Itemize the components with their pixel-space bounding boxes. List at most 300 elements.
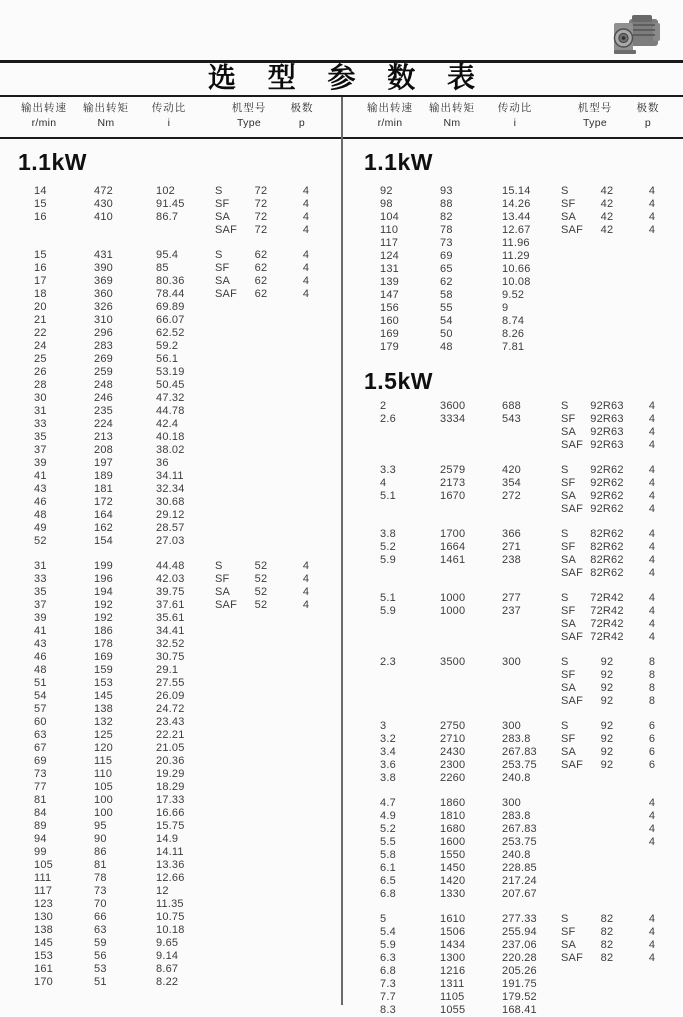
table-row <box>18 211 340 224</box>
cell-output-speed: 5.5 <box>380 836 396 848</box>
cell-output-torque: 1810 <box>440 810 466 822</box>
cell-output-speed: 156 <box>380 302 399 314</box>
cell-poles: 4 <box>302 185 310 197</box>
cell-output-torque: 51 <box>94 976 107 988</box>
cell-ratio: 300 <box>502 797 521 809</box>
cell-type-model: 82R62 <box>590 541 624 553</box>
cell-output-speed: 6.8 <box>380 888 396 900</box>
cell-poles: 4 <box>648 400 656 412</box>
cell-output-torque: 186 <box>94 625 113 637</box>
cell-output-speed: 17 <box>34 275 47 287</box>
cell-type-prefix: S <box>215 560 223 572</box>
cell-type-model: 72 <box>254 198 268 210</box>
cell-output-speed: 84 <box>34 807 47 819</box>
cell-ratio: 366 <box>502 528 521 540</box>
cell-type-model: 92R62 <box>590 503 624 515</box>
cell-ratio: 10.75 <box>156 911 185 923</box>
cell-output-speed: 37 <box>34 599 47 611</box>
cell-ratio: 32.34 <box>156 483 185 495</box>
cell-output-torque: 105 <box>94 781 113 793</box>
cell-output-torque: 3500 <box>440 656 466 668</box>
cell-type-model: 42 <box>600 224 614 236</box>
cell-output-torque: 208 <box>94 444 113 456</box>
cell-output-torque: 125 <box>94 729 113 741</box>
cell-poles: 4 <box>302 262 310 274</box>
cell-output-torque: 154 <box>94 535 113 547</box>
cell-output-speed: 94 <box>34 833 47 845</box>
table-row <box>18 963 340 976</box>
cell-ratio: 688 <box>502 400 521 412</box>
header-output-torque-unit: Nm <box>443 117 461 129</box>
cell-output-torque: 2173 <box>440 477 466 489</box>
cell-output-torque: 65 <box>440 263 453 275</box>
cell-type-prefix: S <box>561 913 569 925</box>
cell-output-speed: 117 <box>380 237 399 249</box>
cell-poles: 4 <box>648 211 656 223</box>
table-row <box>18 586 340 599</box>
cell-output-speed: 99 <box>34 846 47 858</box>
cell-output-torque: 69 <box>440 250 453 262</box>
cell-output-torque: 90 <box>94 833 107 845</box>
cell-type-model: 92 <box>600 733 614 745</box>
cell-ratio: 85 <box>156 262 169 274</box>
table-row <box>364 618 680 631</box>
cell-ratio: 11.35 <box>156 898 184 910</box>
cell-type-model: 82R62 <box>590 528 624 540</box>
cell-ratio: 543 <box>502 413 521 425</box>
table-row <box>364 426 680 439</box>
cell-output-speed: 54 <box>34 690 47 702</box>
cell-output-speed: 5.1 <box>380 490 396 502</box>
table-row <box>18 833 340 846</box>
cell-output-speed: 35 <box>34 586 47 598</box>
header-ratio-zh: 传动比 <box>497 102 533 114</box>
row-group <box>364 797 680 901</box>
cell-output-torque: 472 <box>94 185 113 197</box>
cell-output-speed: 5.9 <box>380 939 396 951</box>
header-poles <box>280 100 324 131</box>
table-row <box>18 185 340 198</box>
cell-ratio: 237.06 <box>502 939 537 951</box>
cell-output-speed: 4.7 <box>380 797 396 809</box>
table-row <box>364 836 680 849</box>
cell-type-prefix: SF <box>561 733 576 745</box>
cell-output-speed: 30 <box>34 392 47 404</box>
cell-output-speed: 60 <box>34 716 47 728</box>
cell-ratio: 220.28 <box>502 952 537 964</box>
cell-poles: 4 <box>648 224 656 236</box>
cell-ratio: 53.19 <box>156 366 185 378</box>
cell-ratio: 228.85 <box>502 862 537 874</box>
table-row <box>18 911 340 924</box>
cell-output-speed: 63 <box>34 729 47 741</box>
table-row <box>18 288 340 301</box>
table-row <box>18 885 340 898</box>
cell-type-model: 42 <box>600 211 614 223</box>
cell-output-torque: 1330 <box>440 888 466 900</box>
table-row <box>18 483 340 496</box>
cell-output-torque: 2750 <box>440 720 466 732</box>
cell-type-model: 92R62 <box>590 490 624 502</box>
table-row <box>18 781 340 794</box>
cell-type-prefix: SF <box>561 669 576 681</box>
cell-ratio: 44.78 <box>156 405 185 417</box>
cell-output-speed: 161 <box>34 963 53 975</box>
cell-output-torque: 181 <box>94 483 113 495</box>
cell-ratio: 80.36 <box>156 275 185 287</box>
table-row <box>18 625 340 638</box>
cell-type-model: 42 <box>600 198 614 210</box>
cell-output-speed: 37 <box>34 444 47 456</box>
cell-output-speed: 43 <box>34 638 47 650</box>
cell-type-model: 82R62 <box>590 554 624 566</box>
cell-type-prefix: SA <box>561 939 577 951</box>
cell-poles: 4 <box>648 528 656 540</box>
row-group <box>364 400 680 452</box>
cell-output-speed: 18 <box>34 288 47 300</box>
table-row <box>364 849 680 862</box>
cell-output-torque: 1105 <box>440 991 465 1003</box>
cell-output-torque: 1000 <box>440 605 466 617</box>
cell-poles: 4 <box>648 913 656 925</box>
table-row <box>18 664 340 677</box>
cell-type-model: 92R63 <box>590 413 624 425</box>
cell-output-torque: 1450 <box>440 862 466 874</box>
cell-output-speed: 131 <box>380 263 399 275</box>
cell-type-prefix: S <box>561 720 569 732</box>
cell-poles: 4 <box>302 586 310 598</box>
cell-type-prefix: SAF <box>561 224 583 236</box>
cell-output-speed: 98 <box>380 198 393 210</box>
cell-type-prefix: S <box>561 464 569 476</box>
cell-poles: 4 <box>302 249 310 261</box>
cell-ratio: 8.67 <box>156 963 179 975</box>
cell-output-speed: 160 <box>380 315 399 327</box>
cell-type-model: 92 <box>600 656 614 668</box>
cell-output-torque: 2260 <box>440 772 466 784</box>
table-row <box>364 211 680 224</box>
table-row <box>364 656 680 669</box>
cell-output-torque: 246 <box>94 392 113 404</box>
cell-output-speed: 15 <box>34 249 47 261</box>
cell-output-torque: 1434 <box>440 939 466 951</box>
table-row <box>18 535 340 548</box>
cell-output-speed: 3.6 <box>380 759 396 771</box>
cell-ratio: 14.26 <box>502 198 531 210</box>
cell-poles: 4 <box>648 592 656 604</box>
cell-type-prefix: SAF <box>215 599 237 611</box>
cell-output-speed: 6.1 <box>380 862 396 874</box>
table-row <box>18 496 340 509</box>
cell-type-prefix: SA <box>561 554 577 566</box>
table-row <box>364 554 680 567</box>
cell-output-torque: 93 <box>440 185 453 197</box>
cell-output-speed: 139 <box>380 276 399 288</box>
table-row <box>18 353 340 366</box>
cell-output-speed: 14 <box>34 185 47 197</box>
cell-poles: 4 <box>648 490 656 502</box>
table-row <box>364 289 680 302</box>
cell-ratio: 29.1 <box>156 664 179 676</box>
cell-poles: 4 <box>648 618 656 630</box>
cell-output-torque: 159 <box>94 664 113 676</box>
cell-poles: 4 <box>648 810 656 822</box>
cell-ratio: 34.11 <box>156 470 184 482</box>
row-group <box>364 528 680 580</box>
cell-output-torque: 58 <box>440 289 453 301</box>
cell-output-torque: 1600 <box>440 836 466 848</box>
header-output-speed-unit: r/min <box>31 117 57 129</box>
cell-poles: 4 <box>648 426 656 438</box>
table-row <box>18 522 340 535</box>
cell-output-speed: 6.5 <box>380 875 396 887</box>
cell-output-speed: 48 <box>34 664 47 676</box>
table-row <box>364 759 680 772</box>
cell-ratio: 39.75 <box>156 586 185 598</box>
cell-type-prefix: SA <box>215 275 231 287</box>
cell-poles: 4 <box>302 599 310 611</box>
table-row <box>364 682 680 695</box>
cell-type-prefix: SF <box>215 198 230 210</box>
cell-output-torque: 138 <box>94 703 113 715</box>
cell-type-model: 82 <box>600 939 614 951</box>
cell-output-speed: 104 <box>380 211 399 223</box>
cell-output-speed: 110 <box>380 224 399 236</box>
cell-ratio: 272 <box>502 490 521 502</box>
cell-output-torque: 78 <box>440 224 453 236</box>
column-divider <box>341 97 343 1005</box>
cell-type-model: 42 <box>600 185 614 197</box>
cell-output-speed: 2 <box>380 400 387 412</box>
cell-output-speed: 39 <box>34 457 47 469</box>
row-group <box>18 249 340 548</box>
cell-ratio: 240.8 <box>502 772 531 784</box>
cell-type-prefix: SF <box>561 926 576 938</box>
cell-output-torque: 310 <box>94 314 113 326</box>
cell-poles: 4 <box>302 224 310 236</box>
cell-poles: 8 <box>648 682 656 694</box>
table-header-right <box>364 100 680 136</box>
cell-output-speed: 2.6 <box>380 413 396 425</box>
cell-output-speed: 5 <box>380 913 387 925</box>
cell-ratio: 267.83 <box>502 823 537 835</box>
cell-output-torque: 1700 <box>440 528 466 540</box>
table-column-left <box>18 147 340 1001</box>
cell-poles: 4 <box>302 275 310 287</box>
cell-output-speed: 3.8 <box>380 528 396 540</box>
header-ratio <box>131 100 207 131</box>
cell-output-torque: 360 <box>94 288 113 300</box>
cell-poles: 8 <box>648 695 656 707</box>
cell-output-torque: 369 <box>94 275 113 287</box>
cell-output-torque: 2430 <box>440 746 466 758</box>
cell-output-torque: 1506 <box>440 926 466 938</box>
cell-output-speed: 3.4 <box>380 746 396 758</box>
table-row <box>18 872 340 885</box>
row-group <box>18 185 340 237</box>
cell-output-speed: 7.7 <box>380 991 396 1003</box>
cell-ratio: 36 <box>156 457 169 469</box>
cell-ratio: 47.32 <box>156 392 185 404</box>
cell-ratio: 9 <box>502 302 509 314</box>
cell-ratio: 12.67 <box>502 224 531 236</box>
cell-type-prefix: SAF <box>561 631 583 643</box>
cell-output-torque: 1300 <box>440 952 466 964</box>
table-row <box>364 400 680 413</box>
cell-type-prefix: SA <box>215 211 231 223</box>
cell-type-prefix: SA <box>561 211 577 223</box>
cell-output-torque: 2579 <box>440 464 466 476</box>
cell-type-prefix: SAF <box>561 695 583 707</box>
cell-output-speed: 16 <box>34 211 47 223</box>
cell-output-speed: 117 <box>34 885 53 897</box>
cell-output-speed: 124 <box>380 250 399 262</box>
cell-type-model: 92 <box>600 759 614 771</box>
table-row <box>364 875 680 888</box>
cell-output-speed: 3.3 <box>380 464 396 476</box>
table-row <box>18 859 340 872</box>
cell-output-torque: 431 <box>94 249 113 261</box>
cell-poles: 8 <box>648 656 656 668</box>
table-row <box>364 477 680 490</box>
table-row <box>18 470 340 483</box>
cell-output-speed: 21 <box>34 314 47 326</box>
table-row <box>364 464 680 477</box>
table-row <box>364 695 680 708</box>
cell-type-model: 52 <box>254 573 268 585</box>
cell-output-torque: 1680 <box>440 823 466 835</box>
cell-output-speed: 28 <box>34 379 47 391</box>
cell-output-torque: 248 <box>94 379 113 391</box>
table-row <box>18 755 340 768</box>
table-row <box>364 185 680 198</box>
cell-ratio: 300 <box>502 656 521 668</box>
cell-output-speed: 4.9 <box>380 810 396 822</box>
table-row <box>364 198 680 211</box>
cell-type-model: 72R42 <box>590 592 624 604</box>
table-row <box>18 807 340 820</box>
cell-ratio: 34.41 <box>156 625 185 637</box>
cell-ratio: 42.4 <box>156 418 179 430</box>
table-row <box>364 913 680 926</box>
cell-output-torque: 189 <box>94 470 113 482</box>
table-row <box>364 669 680 682</box>
cell-output-torque: 54 <box>440 315 453 327</box>
cell-type-model: 62 <box>254 275 268 287</box>
cell-output-torque: 164 <box>94 509 113 521</box>
cell-output-torque: 55 <box>440 302 453 314</box>
header-model-zh: 机型号 <box>231 102 267 114</box>
page-title: 选 型 参 数 表 <box>207 62 488 93</box>
cell-ratio: 277.33 <box>502 913 537 925</box>
cell-type-prefix: SAF <box>215 288 237 300</box>
cell-ratio: 255.94 <box>502 926 537 938</box>
cell-ratio: 42.03 <box>156 573 185 585</box>
cell-output-speed: 67 <box>34 742 47 754</box>
cell-output-speed: 33 <box>34 418 47 430</box>
table-row <box>18 846 340 859</box>
cell-output-torque: 269 <box>94 353 113 365</box>
table-row <box>364 965 680 978</box>
cell-poles: 4 <box>302 573 310 585</box>
cell-ratio: 14.9 <box>156 833 179 845</box>
cell-poles: 4 <box>302 211 310 223</box>
cell-ratio: 18.29 <box>156 781 185 793</box>
cell-output-speed: 77 <box>34 781 47 793</box>
cell-output-speed: 7.3 <box>380 978 396 990</box>
row-group <box>364 185 680 354</box>
table-row <box>18 431 340 444</box>
cell-poles: 4 <box>648 198 656 210</box>
cell-ratio: 21.05 <box>156 742 185 754</box>
cell-type-model: 92R62 <box>590 477 624 489</box>
cell-ratio: 14.11 <box>156 846 184 858</box>
cell-ratio: 9.52 <box>502 289 525 301</box>
cell-output-torque: 2300 <box>440 759 466 771</box>
cell-ratio: 16.66 <box>156 807 185 819</box>
cell-ratio: 354 <box>502 477 521 489</box>
cell-type-model: 72R42 <box>590 631 624 643</box>
cell-output-torque: 1461 <box>440 554 466 566</box>
cell-output-speed: 51 <box>34 677 47 689</box>
cell-type-prefix: SF <box>561 198 576 210</box>
cell-output-speed: 138 <box>34 924 53 936</box>
table-row <box>18 198 340 211</box>
cell-type-model: 82 <box>600 913 614 925</box>
cell-output-torque: 197 <box>94 457 113 469</box>
cell-poles: 4 <box>648 926 656 938</box>
table-row <box>18 937 340 950</box>
cell-ratio: 7.81 <box>502 341 525 353</box>
cell-output-speed: 5.9 <box>380 605 396 617</box>
cell-type-model: 92 <box>600 746 614 758</box>
cell-output-torque: 162 <box>94 522 113 534</box>
header-output-speed-zh: 输出转速 <box>21 102 67 114</box>
cell-type-model: 92R63 <box>590 400 624 412</box>
cell-type-model: 92 <box>600 682 614 694</box>
table-header-left <box>18 100 340 136</box>
header-poles-zh: 极数 <box>636 102 660 114</box>
cell-output-torque: 235 <box>94 405 113 417</box>
cell-output-torque: 73 <box>94 885 107 897</box>
cell-ratio: 238 <box>502 554 521 566</box>
table-row <box>364 939 680 952</box>
cell-ratio: 300 <box>502 720 521 732</box>
cell-output-speed: 8.3 <box>380 1004 396 1016</box>
header-poles <box>626 100 670 131</box>
cell-type-prefix: SA <box>561 682 577 694</box>
row-group <box>364 656 680 708</box>
cell-output-speed: 5.4 <box>380 926 396 938</box>
table-row <box>364 862 680 875</box>
cell-poles: 4 <box>648 631 656 643</box>
table-row <box>364 952 680 965</box>
cell-output-torque: 192 <box>94 612 113 624</box>
cell-output-torque: 259 <box>94 366 113 378</box>
cell-type-model: 62 <box>254 262 268 274</box>
cell-output-torque: 199 <box>94 560 113 572</box>
cell-ratio: 62.52 <box>156 327 185 339</box>
cell-output-speed: 73 <box>34 768 47 780</box>
cell-output-torque: 95 <box>94 820 107 832</box>
cell-output-speed: 81 <box>34 794 47 806</box>
table-row <box>18 262 340 275</box>
cell-ratio: 11.29 <box>502 250 530 262</box>
cell-ratio: 95.4 <box>156 249 179 261</box>
cell-output-speed: 33 <box>34 573 47 585</box>
table-row <box>18 275 340 288</box>
cell-output-speed: 105 <box>34 859 53 871</box>
